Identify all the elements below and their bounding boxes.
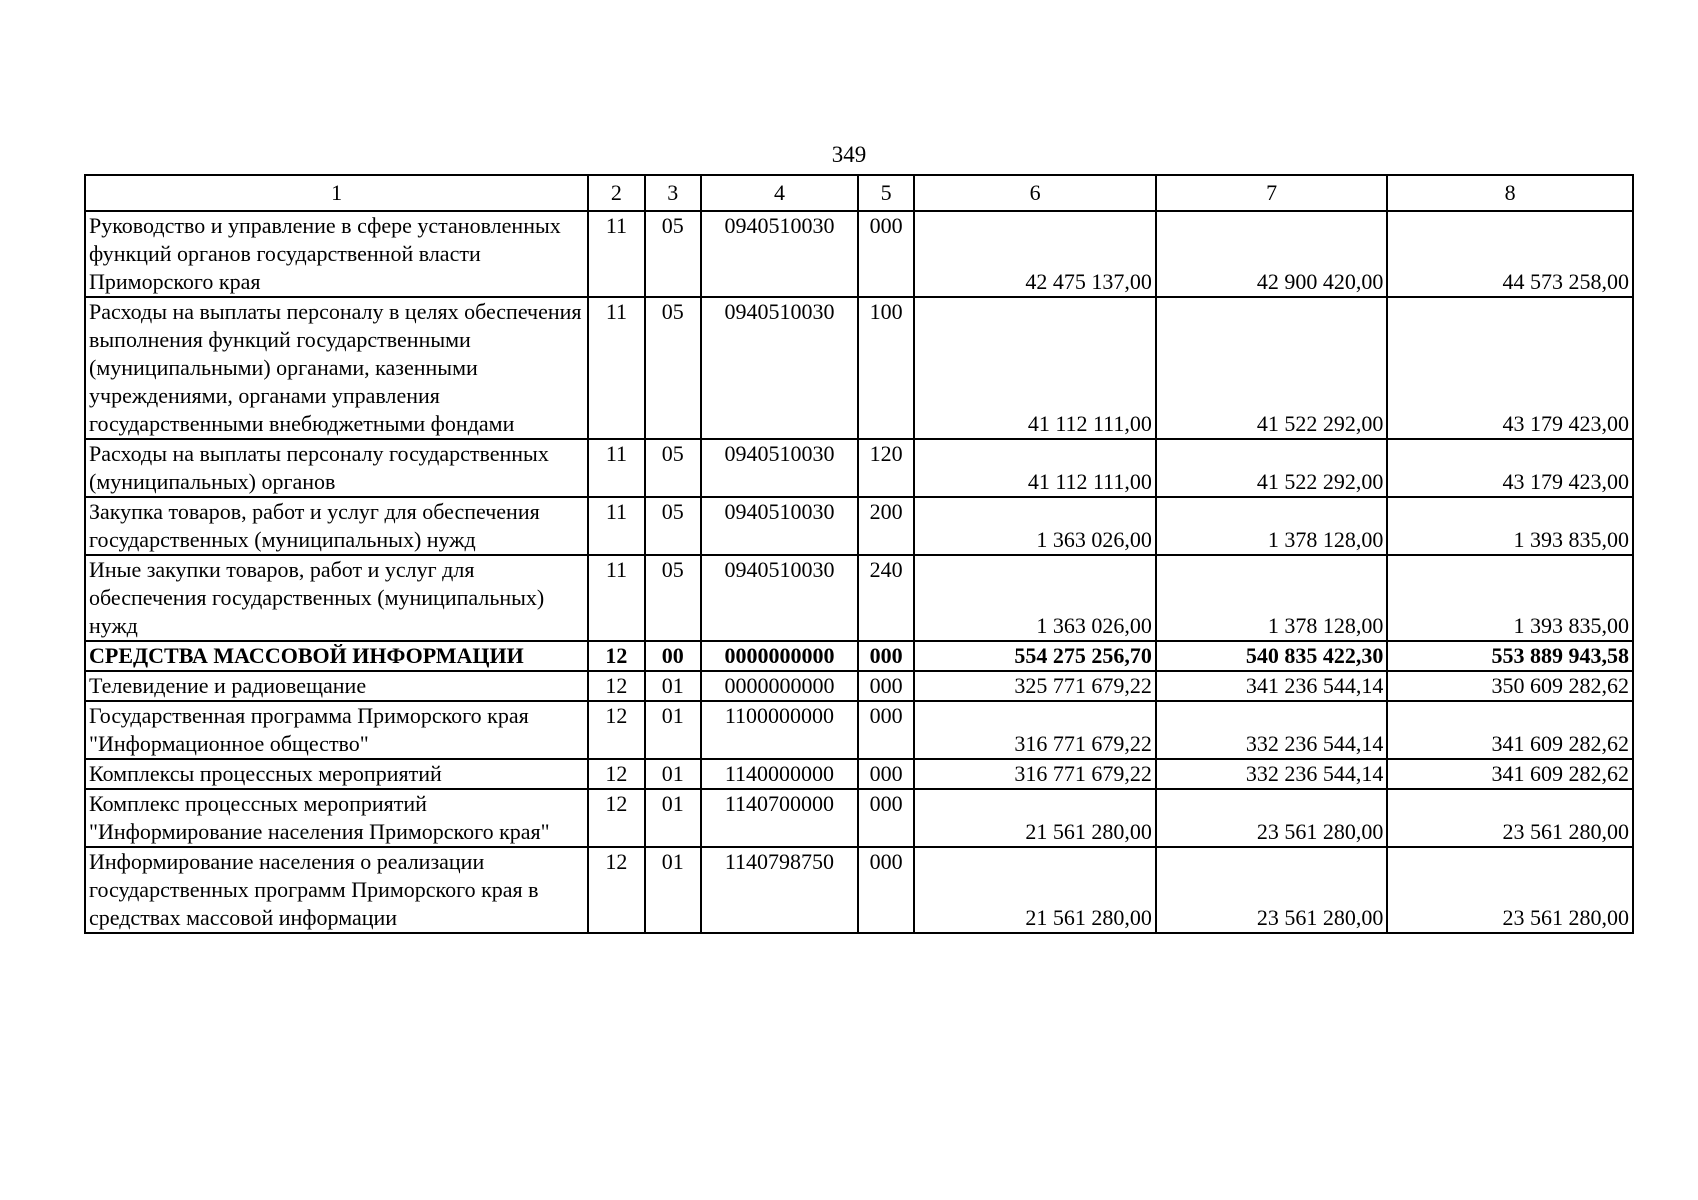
row-target-code: 0000000000 <box>701 641 858 671</box>
row-amount-6: 554 275 256,70 <box>914 641 1156 671</box>
row-amount-8: 341 609 282,62 <box>1387 759 1633 789</box>
row-target-code: 0940510030 <box>701 555 858 641</box>
table-row <box>85 297 1633 439</box>
table-row <box>85 555 1633 641</box>
row-section: 12 <box>588 671 644 701</box>
row-amount-7: 41 522 292,00 <box>1156 439 1387 497</box>
table-row <box>85 497 1633 555</box>
row-amount-7: 332 236 544,14 <box>1156 701 1387 759</box>
row-amount-6: 316 771 679,22 <box>914 701 1156 759</box>
row-amount-6: 1 363 026,00 <box>914 555 1156 641</box>
row-subsection: 01 <box>645 671 701 701</box>
table-row <box>85 211 1633 297</box>
row-amount-6: 42 475 137,00 <box>914 211 1156 297</box>
row-section: 12 <box>588 789 644 847</box>
row-section: 12 <box>588 759 644 789</box>
table-row <box>85 671 1633 701</box>
row-expense-type: 000 <box>858 759 914 789</box>
row-section: 11 <box>588 555 644 641</box>
row-amount-8: 1 393 835,00 <box>1387 497 1633 555</box>
row-subsection: 05 <box>645 211 701 297</box>
row-name: Комплекс процессных мероприятий "Информирование населения Приморского края" <box>85 789 588 847</box>
row-amount-7: 23 561 280,00 <box>1156 847 1387 933</box>
row-subsection: 05 <box>645 497 701 555</box>
row-amount-6: 316 771 679,22 <box>914 759 1156 789</box>
row-amount-8: 23 561 280,00 <box>1387 789 1633 847</box>
row-target-code: 0940510030 <box>701 497 858 555</box>
row-target-code: 0000000000 <box>701 671 858 701</box>
table-row <box>85 439 1633 497</box>
row-amount-7: 1 378 128,00 <box>1156 497 1387 555</box>
row-section: 11 <box>588 297 644 439</box>
column-header-7: 7 <box>1156 175 1387 211</box>
row-section: 12 <box>588 847 644 933</box>
row-expense-type: 000 <box>858 847 914 933</box>
table-header-row <box>85 175 1633 211</box>
row-amount-6: 21 561 280,00 <box>914 847 1156 933</box>
row-name: Расходы на выплаты персоналу государственных (муниципальных) органов <box>85 439 588 497</box>
row-target-code: 0940510030 <box>701 439 858 497</box>
column-header-3: 3 <box>645 175 701 211</box>
row-section: 11 <box>588 211 644 297</box>
row-subsection: 05 <box>645 555 701 641</box>
row-subsection: 05 <box>645 297 701 439</box>
row-amount-6: 41 112 111,00 <box>914 297 1156 439</box>
row-subsection: 01 <box>645 847 701 933</box>
table-row <box>85 759 1633 789</box>
row-expense-type: 200 <box>858 497 914 555</box>
row-name: Информирование населения о реализации государственных программ Приморского края в средствах массовой информации <box>85 847 588 933</box>
column-header-6: 6 <box>914 175 1156 211</box>
row-expense-type: 240 <box>858 555 914 641</box>
row-subsection: 01 <box>645 759 701 789</box>
column-header-2: 2 <box>588 175 644 211</box>
row-expense-type: 000 <box>858 641 914 671</box>
row-amount-8: 23 561 280,00 <box>1387 847 1633 933</box>
row-amount-8: 44 573 258,00 <box>1387 211 1633 297</box>
row-amount-7: 41 522 292,00 <box>1156 297 1387 439</box>
row-section: 12 <box>588 641 644 671</box>
row-target-code: 0940510030 <box>701 297 858 439</box>
row-expense-type: 120 <box>858 439 914 497</box>
row-name: Комплексы процессных мероприятий <box>85 759 588 789</box>
row-subsection: 05 <box>645 439 701 497</box>
row-target-code: 1100000000 <box>701 701 858 759</box>
row-expense-type: 000 <box>858 701 914 759</box>
column-header-1: 1 <box>85 175 588 211</box>
row-subsection: 00 <box>645 641 701 671</box>
row-expense-type: 000 <box>858 671 914 701</box>
row-name: Иные закупки товаров, работ и услуг для обеспечения государственных (муниципальных) нужд <box>85 555 588 641</box>
row-section: 11 <box>588 497 644 555</box>
row-amount-7: 540 835 422,30 <box>1156 641 1387 671</box>
row-name: Телевидение и радиовещание <box>85 671 588 701</box>
row-amount-6: 21 561 280,00 <box>914 789 1156 847</box>
row-amount-6: 41 112 111,00 <box>914 439 1156 497</box>
row-amount-6: 325 771 679,22 <box>914 671 1156 701</box>
row-amount-7: 42 900 420,00 <box>1156 211 1387 297</box>
column-header-4: 4 <box>701 175 858 211</box>
row-amount-8: 350 609 282,62 <box>1387 671 1633 701</box>
table-row <box>85 789 1633 847</box>
row-amount-8: 553 889 943,58 <box>1387 641 1633 671</box>
row-amount-8: 43 179 423,00 <box>1387 297 1633 439</box>
row-amount-7: 1 378 128,00 <box>1156 555 1387 641</box>
row-expense-type: 000 <box>858 789 914 847</box>
row-target-code: 0940510030 <box>701 211 858 297</box>
row-amount-8: 1 393 835,00 <box>1387 555 1633 641</box>
row-target-code: 1140798750 <box>701 847 858 933</box>
table-row <box>85 847 1633 933</box>
row-expense-type: 100 <box>858 297 914 439</box>
row-name: Закупка товаров, работ и услуг для обеспечения государственных (муниципальных) нужд <box>85 497 588 555</box>
column-header-8: 8 <box>1387 175 1633 211</box>
row-target-code: 1140700000 <box>701 789 858 847</box>
column-header-5: 5 <box>858 175 914 211</box>
row-expense-type: 000 <box>858 211 914 297</box>
row-amount-7: 332 236 544,14 <box>1156 759 1387 789</box>
row-amount-8: 341 609 282,62 <box>1387 701 1633 759</box>
row-amount-8: 43 179 423,00 <box>1387 439 1633 497</box>
row-name: Государственная программа Приморского края "Информационное общество" <box>85 701 588 759</box>
page-number: 349 <box>831 142 867 167</box>
row-amount-6: 1 363 026,00 <box>914 497 1156 555</box>
row-name: СРЕДСТВА МАССОВОЙ ИНФОРМАЦИИ <box>85 641 588 671</box>
row-section: 12 <box>588 701 644 759</box>
budget-table <box>84 174 1634 934</box>
row-name: Руководство и управление в сфере установленных функций органов государственной власти Приморского края <box>85 211 588 297</box>
row-amount-7: 341 236 544,14 <box>1156 671 1387 701</box>
row-subsection: 01 <box>645 701 701 759</box>
row-name: Расходы на выплаты персоналу в целях обеспечения выполнения функций государственными (муниципальными) органами, казенными учреждениями, органами управления государственными внебюджетными фондами <box>85 297 588 439</box>
table-row-section-total <box>85 641 1633 671</box>
row-amount-7: 23 561 280,00 <box>1156 789 1387 847</box>
table-row <box>85 701 1633 759</box>
row-section: 11 <box>588 439 644 497</box>
row-target-code: 1140000000 <box>701 759 858 789</box>
row-subsection: 01 <box>645 789 701 847</box>
